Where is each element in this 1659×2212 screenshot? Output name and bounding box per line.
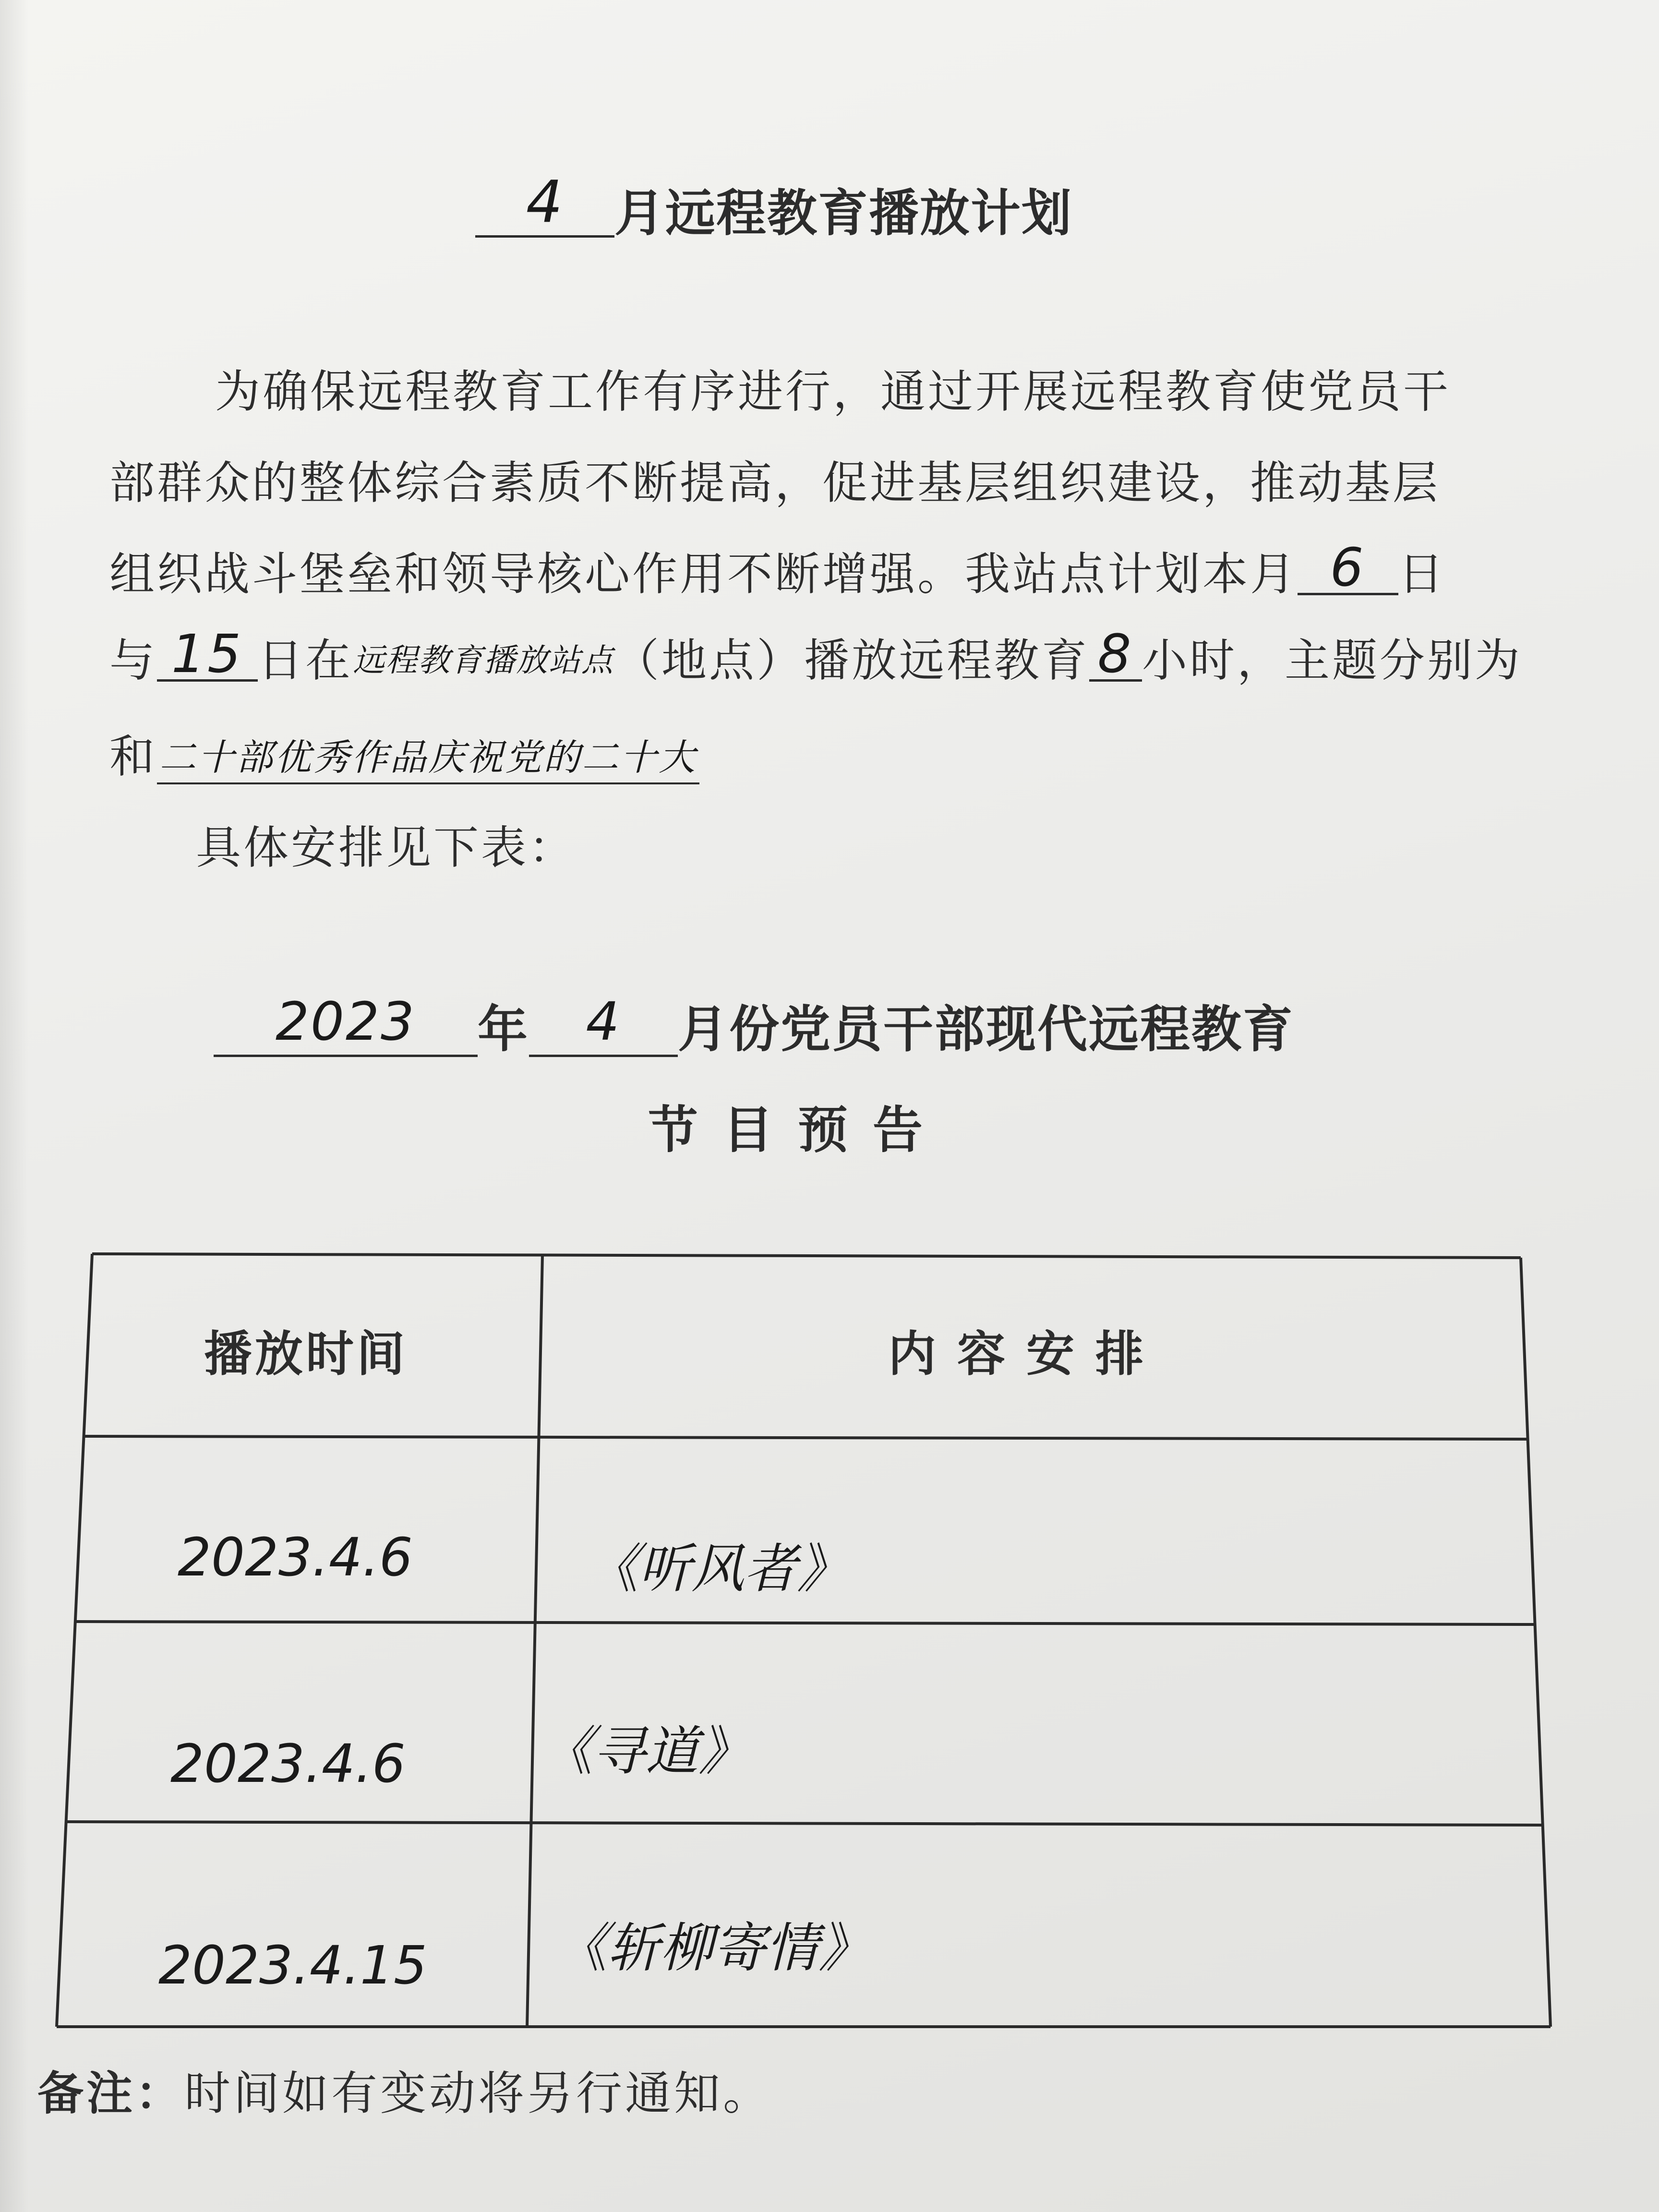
footnote xyxy=(37,2057,772,2123)
paragraph-line-2: 部群众的整体综合素质不断提高，促进基层组织建设，推动基层 xyxy=(109,457,1441,509)
heading-month-handwritten: 4 xyxy=(586,991,621,1052)
day1-handwritten: 6 xyxy=(1330,537,1366,598)
hours-handwritten: 8 xyxy=(1097,623,1134,685)
topics-handwritten: 二十部优秀作品庆祝党的二十大 xyxy=(159,736,697,779)
table-row-3-content: 《斩柳寄情》 xyxy=(554,1917,871,1979)
footnote-label: 备注： xyxy=(37,2067,184,2120)
footnote-text: 时间如有变动将另行通知。 xyxy=(184,2067,772,2120)
table-row-divider-2 xyxy=(76,1622,1534,1624)
paragraph-line-1: 为确保远程教育工作有序进行，通过开展远程教育使党员干 xyxy=(215,366,1451,418)
location-handwritten: 远程教育播放站点 xyxy=(353,642,614,679)
line3-suffix: 日 xyxy=(1398,548,1446,601)
table-row-2-time: 2023.4.6 xyxy=(170,1733,406,1794)
table-border-top xyxy=(92,1254,1521,1258)
table-row-divider-3 xyxy=(67,1822,1542,1825)
table-row-divider-1 xyxy=(84,1436,1527,1439)
line4-mid1: 日在 xyxy=(258,635,353,687)
heading2-text: 月份党员干部现代远程教育 xyxy=(678,1000,1295,1058)
table-row-3-time: 2023.4.15 xyxy=(158,1935,427,1996)
table-border-right xyxy=(1521,1258,1551,2027)
year-handwritten: 2023 xyxy=(276,991,416,1052)
title-month-handwritten: 4 xyxy=(526,169,564,236)
table-header-time: 播放时间 xyxy=(204,1326,408,1382)
line4-mid2: （地点）播放远程教育 xyxy=(614,635,1090,687)
table-row-1-time: 2023.4.6 xyxy=(178,1527,413,1588)
table-border-left xyxy=(57,1254,92,2027)
paragraph-line-6: 具体安排见下表： xyxy=(196,822,577,874)
line3-prefix: 组织战斗堡垒和领导核心作用不断增强。我站点计划本月 xyxy=(109,548,1298,601)
table-column-divider xyxy=(527,1255,542,2027)
line4-prefix: 与 xyxy=(109,635,157,687)
line5-prefix: 和 xyxy=(109,731,157,783)
table-header-content: 内容安排 xyxy=(888,1326,1165,1382)
year-label: 年 xyxy=(478,1000,529,1058)
day2-handwritten: 15 xyxy=(171,623,243,685)
schedule-subtitle: 节目预告 xyxy=(648,1101,948,1159)
title-text: 月远程教育播放计划 xyxy=(614,184,1073,242)
line4-suffix: 小时，主题分别为 xyxy=(1142,635,1523,687)
table-row-2-content: 《寻道》 xyxy=(540,1720,751,1782)
table-row-1-content: 《听风者》 xyxy=(586,1538,850,1599)
